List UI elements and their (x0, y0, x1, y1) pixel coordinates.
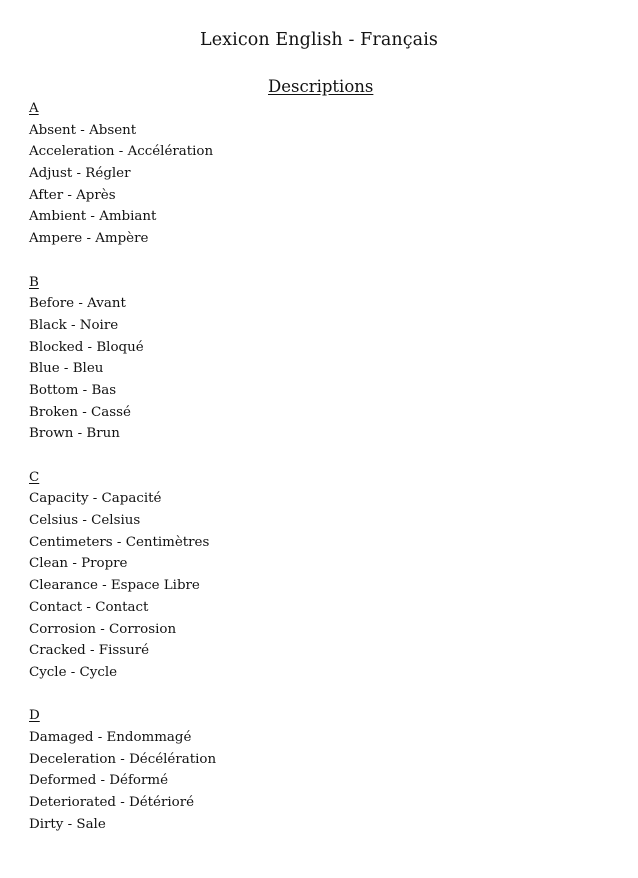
lexicon-list (29, 98, 589, 857)
lexicon-entry: Cracked - Fissuré (29, 643, 150, 659)
letter-heading: C (29, 469, 40, 485)
lexicon-entry: Centimeters - Centimètres (29, 534, 210, 550)
lexicon-entry: Blue - Bleu (29, 361, 104, 377)
lexicon-entry: Damaged - Endommagé (29, 729, 192, 745)
lexicon-entry: Deformed - Déformé (29, 773, 169, 789)
document-title: Lexicon English - Français (200, 30, 438, 50)
lexicon-entry: Clean - Propre (29, 556, 128, 572)
lexicon-entry: Corrosion - Corrosion (29, 621, 177, 637)
letter-group-b (29, 272, 589, 446)
lexicon-entry: Deceleration - Décélération (29, 751, 217, 767)
lexicon-entry: After - Après (29, 187, 116, 203)
lexicon-entry: Ampere - Ampère (29, 231, 149, 247)
lexicon-entry: Broken - Cassé (29, 404, 131, 420)
letter-group-a (29, 98, 589, 250)
letter-heading: D (29, 708, 40, 724)
letter-heading: A (29, 101, 39, 116)
lexicon-entry: Black - Noire (29, 317, 119, 333)
letter-heading: B (29, 274, 39, 290)
lexicon-entry: Absent - Absent (29, 122, 137, 138)
lexicon-entry: Adjust - Régler (29, 166, 131, 182)
lexicon-entry: Before - Avant (29, 296, 126, 312)
lexicon-entry: Acceleration - Accélération (29, 144, 214, 160)
lexicon-entry: Capacity - Capacité (29, 491, 162, 507)
lexicon-entry: Cycle - Cycle (29, 664, 118, 680)
lexicon-entry: Celsius - Celsius (29, 513, 141, 529)
letter-group-d (29, 705, 589, 835)
section-heading: Descriptions (268, 77, 374, 96)
lexicon-entry: Dirty - Sale (29, 816, 106, 832)
lexicon-entry: Blocked - Bloqué (29, 339, 144, 355)
lexicon-entry: Deteriorated - Détérioré (29, 795, 195, 810)
lexicon-entry: Contact - Contact (29, 599, 149, 615)
letter-group-c (29, 467, 589, 684)
lexicon-entry: Ambient - Ambiant (29, 209, 157, 225)
lexicon-entry: Brown - Brun (29, 426, 120, 442)
lexicon-entry: Clearance - Espace Libre (29, 578, 200, 594)
lexicon-entry: Bottom - Bas (29, 382, 117, 398)
